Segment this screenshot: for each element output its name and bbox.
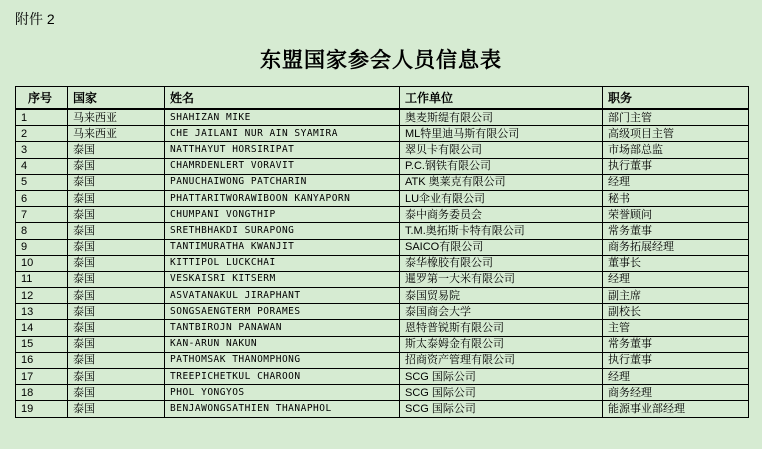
column-header-index: 序号 xyxy=(16,87,68,110)
cell-index: 13 xyxy=(16,304,68,320)
cell-organization: P.C.钢铁有限公司 xyxy=(400,158,603,174)
cell-index: 14 xyxy=(16,320,68,336)
table-row xyxy=(16,239,749,255)
cell-country: 泰国 xyxy=(68,352,165,368)
table-body xyxy=(16,109,749,417)
cell-position: 秘书 xyxy=(603,190,749,206)
cell-organization: ATK 奥莱克有限公司 xyxy=(400,174,603,190)
cell-organization: T.M.奥拓斯卡特有限公司 xyxy=(400,223,603,239)
column-header-name: 姓名 xyxy=(165,87,400,110)
cell-position: 能源事业部经理 xyxy=(603,401,749,417)
cell-country: 泰国 xyxy=(68,288,165,304)
cell-country: 泰国 xyxy=(68,223,165,239)
cell-name: TANTBIROJN PANAWAN xyxy=(165,320,400,336)
cell-country: 泰国 xyxy=(68,271,165,287)
cell-position: 高级项目主管 xyxy=(603,126,749,142)
table-row xyxy=(16,255,749,271)
cell-organization: 泰国贸易院 xyxy=(400,288,603,304)
cell-country: 泰国 xyxy=(68,369,165,385)
cell-position: 经理 xyxy=(603,271,749,287)
cell-name: VESKAISRI KITSERM xyxy=(165,271,400,287)
table-row xyxy=(16,190,749,206)
cell-index: 17 xyxy=(16,369,68,385)
cell-organization: 泰华橡胶有限公司 xyxy=(400,255,603,271)
table-header-row xyxy=(16,87,749,110)
cell-index: 15 xyxy=(16,336,68,352)
table-row xyxy=(16,158,749,174)
cell-name: KITTIPOL LUCKCHAI xyxy=(165,255,400,271)
cell-name: PHATTARITWORAWIBOON KANYAPORN xyxy=(165,190,400,206)
cell-index: 16 xyxy=(16,352,68,368)
table-row xyxy=(16,207,749,223)
cell-country: 泰国 xyxy=(68,385,165,401)
cell-position: 商务经理 xyxy=(603,385,749,401)
cell-name: CHE JAILANI NUR AIN SYAMIRA xyxy=(165,126,400,142)
column-header-country: 国家 xyxy=(68,87,165,110)
cell-name: PHOL YONGYOS xyxy=(165,385,400,401)
table-row xyxy=(16,352,749,368)
table-row xyxy=(16,109,749,126)
cell-index: 7 xyxy=(16,207,68,223)
table-row xyxy=(16,174,749,190)
table-row xyxy=(16,369,749,385)
cell-index: 10 xyxy=(16,255,68,271)
cell-position: 主管 xyxy=(603,320,749,336)
cell-organization: 奥麦斯缇有限公司 xyxy=(400,109,603,126)
cell-name: TREEPICHETKUL CHAROON xyxy=(165,369,400,385)
cell-position: 经理 xyxy=(603,174,749,190)
cell-index: 6 xyxy=(16,190,68,206)
table-row xyxy=(16,223,749,239)
cell-position: 副主席 xyxy=(603,288,749,304)
cell-position: 副校长 xyxy=(603,304,749,320)
cell-name: CHAMRDENLERT VORAVIT xyxy=(165,158,400,174)
cell-name: TANTIMURATHA KWANJIT xyxy=(165,239,400,255)
table-row xyxy=(16,385,749,401)
cell-position: 经理 xyxy=(603,369,749,385)
cell-organization: SAICO有限公司 xyxy=(400,239,603,255)
cell-name: KAN-ARUN NAKUN xyxy=(165,336,400,352)
cell-country: 泰国 xyxy=(68,207,165,223)
cell-organization: 恩特普锐斯有限公司 xyxy=(400,320,603,336)
cell-organization: SCG 国际公司 xyxy=(400,369,603,385)
cell-name: PANUCHAIWONG PATCHARIN xyxy=(165,174,400,190)
cell-index: 1 xyxy=(16,109,68,126)
cell-index: 18 xyxy=(16,385,68,401)
cell-index: 12 xyxy=(16,288,68,304)
cell-country: 泰国 xyxy=(68,142,165,158)
cell-index: 8 xyxy=(16,223,68,239)
table-row xyxy=(16,142,749,158)
cell-name: SRETHBHAKDI SURAPONG xyxy=(165,223,400,239)
cell-name: PATHOMSAK THANOMPHONG xyxy=(165,352,400,368)
cell-name: NATTHAYUT HORSIRIPAT xyxy=(165,142,400,158)
table-row xyxy=(16,320,749,336)
cell-organization: 斯太泰姆金有限公司 xyxy=(400,336,603,352)
cell-index: 11 xyxy=(16,271,68,287)
table-row xyxy=(16,271,749,287)
cell-country: 泰国 xyxy=(68,190,165,206)
cell-index: 9 xyxy=(16,239,68,255)
cell-country: 泰国 xyxy=(68,174,165,190)
cell-country: 泰国 xyxy=(68,401,165,417)
cell-index: 19 xyxy=(16,401,68,417)
cell-country: 马来西亚 xyxy=(68,109,165,126)
table-row xyxy=(16,288,749,304)
cell-position: 常务董事 xyxy=(603,223,749,239)
cell-country: 泰国 xyxy=(68,336,165,352)
cell-index: 2 xyxy=(16,126,68,142)
cell-name: ASVATANAKUL JIRAPHANT xyxy=(165,288,400,304)
cell-organization: 招商资产管理有限公司 xyxy=(400,352,603,368)
cell-organization: 泰中商务委员会 xyxy=(400,207,603,223)
cell-name: SHAHIZAN MIKE xyxy=(165,109,400,126)
cell-organization: 泰国商会大学 xyxy=(400,304,603,320)
cell-position: 市场部总监 xyxy=(603,142,749,158)
cell-name: SONGSAENGTERM PORAMES xyxy=(165,304,400,320)
cell-organization: 翠贝卡有限公司 xyxy=(400,142,603,158)
cell-position: 执行董事 xyxy=(603,352,749,368)
cell-organization: 暹罗第一大米有限公司 xyxy=(400,271,603,287)
table-row xyxy=(16,126,749,142)
attendee-table xyxy=(15,86,749,418)
table-row xyxy=(16,304,749,320)
cell-position: 荣誉顾问 xyxy=(603,207,749,223)
cell-country: 泰国 xyxy=(68,304,165,320)
cell-country: 泰国 xyxy=(68,320,165,336)
cell-position: 部门主管 xyxy=(603,109,749,126)
document-title: 东盟国家参会人员信息表 xyxy=(260,47,502,72)
cell-index: 3 xyxy=(16,142,68,158)
attachment-label: 附件 2 xyxy=(15,11,55,27)
cell-country: 马来西亚 xyxy=(68,126,165,142)
cell-index: 5 xyxy=(16,174,68,190)
cell-position: 常务董事 xyxy=(603,336,749,352)
cell-position: 董事长 xyxy=(603,255,749,271)
cell-name: CHUMPANI VONGTHIP xyxy=(165,207,400,223)
cell-organization: SCG 国际公司 xyxy=(400,401,603,417)
table-row xyxy=(16,401,749,417)
cell-organization: SCG 国际公司 xyxy=(400,385,603,401)
cell-name: BENJAWONGSATHIEN THANAPHOL xyxy=(165,401,400,417)
column-header-organization: 工作单位 xyxy=(400,87,603,110)
cell-country: 泰国 xyxy=(68,255,165,271)
cell-position: 商务拓展经理 xyxy=(603,239,749,255)
cell-index: 4 xyxy=(16,158,68,174)
cell-organization: ML特里迪马斯有限公司 xyxy=(400,126,603,142)
cell-organization: LU伞业有限公司 xyxy=(400,190,603,206)
cell-country: 泰国 xyxy=(68,158,165,174)
table-row xyxy=(16,336,749,352)
column-header-position: 职务 xyxy=(603,87,749,110)
cell-position: 执行董事 xyxy=(603,158,749,174)
cell-country: 泰国 xyxy=(68,239,165,255)
